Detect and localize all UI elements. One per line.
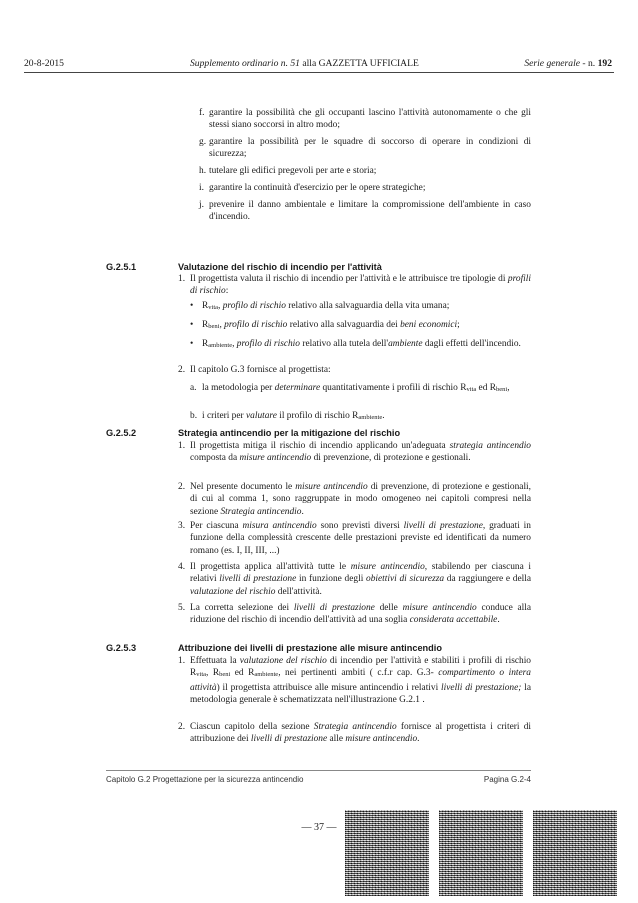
scan-noise-block [345, 810, 429, 896]
paragraph-number: 2. [178, 722, 186, 732]
bullet-marker: • [190, 301, 194, 311]
paragraph-text: Il progettista valuta il rischio di incendio per l'attività e le attribuisce tre tipologie di profili di rischio: [190, 274, 531, 297]
paragraph-text: Il progettista applica all'attività tutte le misure antincendio, stabilendo per ciascuna i relativi livelli di prestazione in funzione degli obiettivi di sicurezza da raggiungere e della valutazione del rischio dell'attività. [190, 562, 532, 597]
paragraph-number: 1. [178, 656, 186, 666]
sub-item-marker: b. [190, 411, 198, 421]
paragraph-3 [178, 520, 531, 557]
paragraph-2 [178, 721, 531, 746]
section-title: Valutazione del rischio di incendio per l'attività [178, 262, 382, 272]
sub-item-b [190, 410, 531, 424]
item-marker: i. [199, 183, 204, 193]
paragraph-text: Nel presente documento le misure antincendio di prevenzione, di protezione e gestionali, di cui al comma 1, sono raggruppate in modo omogeneo nei capitoli compresi nella sezione Strategia antincendio. [190, 482, 531, 517]
paragraph-5 [178, 602, 531, 627]
item-marker: j. [199, 200, 204, 210]
item-text: prevenire il danno ambientale e limitare la compromissione dell'ambiente in caso d'incendio. [209, 200, 531, 223]
paragraph-number: 2. [178, 482, 186, 492]
page-number: — 37 — [301, 822, 337, 833]
intro-item-j [199, 199, 531, 224]
paragraph-number: 4. [178, 562, 186, 572]
bullet-text: $R_{beni}$, profilo di rischio relativo alla salvaguardia dei beni economici; [202, 320, 460, 330]
paragraph-number: 2. [178, 365, 186, 375]
item-text: tutelare gli edifici pregevoli per arte e storia; [209, 166, 377, 176]
paragraph-text: La corretta selezione dei livelli di prestazione delle misure antincendio conduce alla riduzione del rischio di incendio dell'attività ad una soglia considerata accettabile. [190, 603, 532, 626]
header-series-label: Serie generale [524, 58, 581, 69]
footer-rule [106, 770, 531, 771]
intro-item-g [199, 136, 531, 161]
paragraph-number: 3. [178, 521, 186, 531]
header-date: 20-8-2015 [24, 58, 64, 69]
paragraph-text: Il capitolo G.3 fornisce al progettista: [190, 365, 331, 375]
paragraph-1 [178, 273, 531, 298]
header-series [524, 58, 612, 69]
intro-item-h [199, 165, 531, 177]
header-gazette: alla GAZZETTA UFFICIALE [299, 58, 419, 69]
paragraph-2 [178, 481, 531, 518]
scan-noise-block [533, 810, 617, 896]
bullet-r-ambiente [190, 338, 531, 352]
header-series-sep: - n. [580, 58, 598, 69]
paragraph-number: 1. [178, 274, 186, 284]
item-marker: f. [199, 108, 205, 118]
paragraph-text: Effettuata la valutazione del rischio di incendio per l'attività e stabiliti i profili di rischio $R_{vita}$, $R_{beni}$ ed $R_{ambiente}$, nei pertinenti ambiti ( c.f.r cap. G.3- compartimento o intera attività) il progettista attribuisce alle misure antincendio i relativi livelli di prestazione; la metodologia generale è schematizzata nell'illustrazione G.2.1 . [190, 656, 531, 706]
item-marker: h. [199, 166, 207, 176]
item-text: garantire la possibilità che gli occupanti lascino l'attività autonomamente o che gli stessi siano soccorsi in altro modo; [209, 108, 531, 131]
sub-item-text: la metodologia per determinare quantitativamente i profili di rischio $R_{vita}$ ed $R_{beni}$, [202, 383, 510, 393]
sub-item-text: i criteri per valutare il profilo di rischio $R_{ambiente}$. [202, 411, 385, 421]
scan-noise-block [439, 810, 523, 896]
item-marker: g. [199, 137, 207, 147]
paragraph-text: Il progettista mitiga il rischio di incendio applicando un'adeguata strategia antincendio composta da misure antincendio di prevenzione, di protezione e gestionali. [190, 441, 531, 464]
footer-chapter: Capitolo G.2 Progettazione per la sicurezza antincendio [106, 775, 304, 784]
paragraph-number: 1. [178, 441, 186, 451]
section-code: G.2.5.3 [106, 643, 137, 653]
bullet-r-vita [190, 300, 531, 314]
bullet-text: $R_{ambiente}$, profilo di rischio relativo alla tutela dell'ambiente dagli effetti dell'incendio. [202, 339, 521, 349]
section-code: G.2.5.2 [106, 428, 137, 438]
paragraph-text: Per ciascuna misura antincendio sono previsti diversi livelli di prestazione, graduati in funzione della complessità crescente delle prestazioni previste ed identificati da numero romano (es. I, II, III, ...) [190, 521, 531, 556]
header-series-number: 192 [597, 58, 612, 69]
intro-item-i [199, 182, 531, 194]
section-title: Attribuzione dei livelli di prestazione alle misure antincendio [178, 643, 442, 653]
item-text: garantire la possibilità per le squadre di soccorso di operare in condizioni di sicurezza; [209, 137, 531, 160]
paragraph-4 [178, 561, 531, 598]
item-text: garantire la continuità d'esercizio per le opere strategiche; [209, 183, 426, 193]
bullet-marker: • [190, 339, 194, 349]
paragraph-1 [178, 440, 531, 465]
sub-item-a [190, 382, 531, 396]
paragraph-1 [178, 655, 531, 707]
bullet-text: $R_{vita}$, profilo di rischio relativo alla salvaguardia della vita umana; [202, 301, 450, 311]
header-rule [24, 72, 614, 73]
sub-item-marker: a. [190, 383, 197, 393]
intro-item-f [199, 107, 531, 132]
header-publication [190, 58, 419, 69]
paragraph-number: 5. [178, 603, 186, 613]
header-supplement: Supplemento ordinario n. 51 [190, 58, 300, 69]
bullet-marker: • [190, 320, 194, 330]
bullet-r-beni [190, 319, 531, 333]
paragraph-2 [178, 364, 531, 376]
section-code: G.2.5.1 [106, 262, 137, 272]
paragraph-text: Ciascun capitolo della sezione Strategia antincendio fornisce al progettista i criteri di attribuzione dei livelli di prestazione alle misure antincendio. [190, 722, 532, 745]
footer-page-ref: Pagina G.2-4 [483, 775, 531, 784]
section-title: Strategia antincendio per la mitigazione del rischio [178, 428, 401, 438]
